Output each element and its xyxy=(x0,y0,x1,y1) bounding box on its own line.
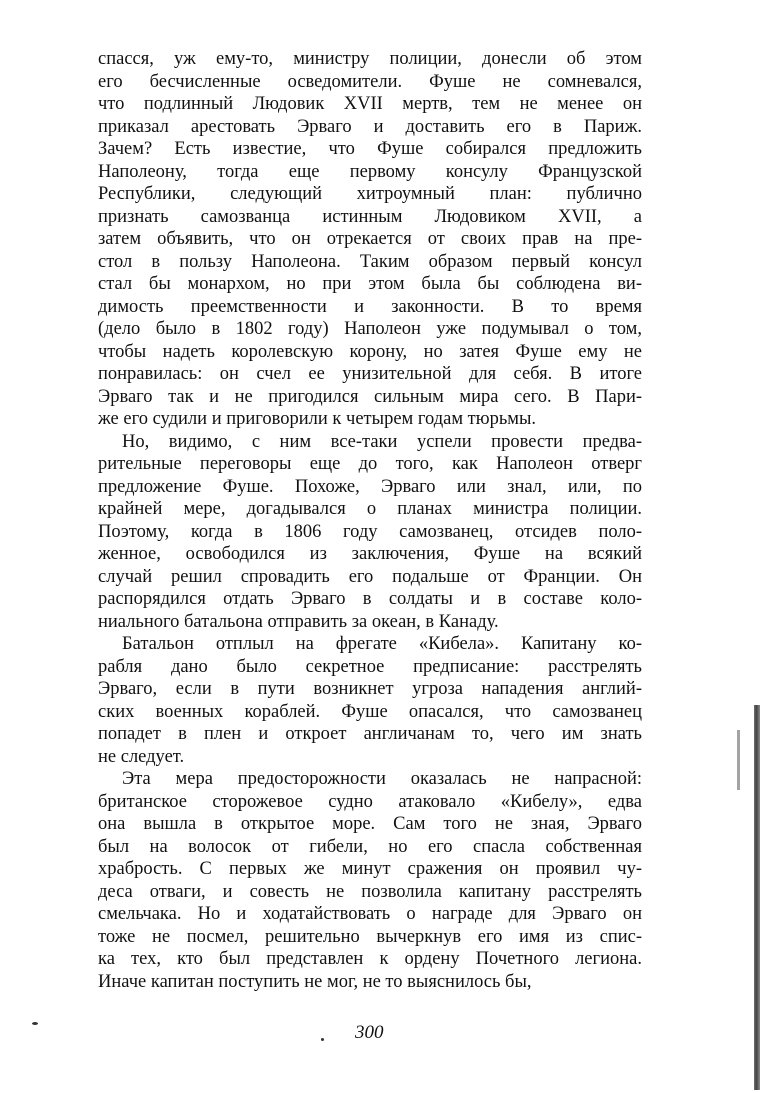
text-line: спасся, уж ему-то, министру полиции, донесли об этом xyxy=(98,49,642,69)
text-line: тоже не посмел, решительно вычеркнув его имя из спис- xyxy=(98,926,642,947)
text-line: случай решил спровадить его подальше от Франции. Он xyxy=(98,566,642,587)
text-line: Республики, следующий хитроумный план: публично xyxy=(98,184,642,204)
text-line: был на волосок от гибели, но его спасла собственная xyxy=(98,836,642,857)
text-line: что подлинный Людовик XVII мертв, тем не менее он xyxy=(98,94,642,114)
text-line: понравилась: он счел ее унизительной для себя. В итоге xyxy=(98,364,642,384)
text-line: ских военных кораблей. Фуше опасался, что самозванец xyxy=(98,701,642,722)
text-line: ка тех, кто был представлен к ордену Почетного легиона. xyxy=(98,949,642,969)
text-line: Эрваго, если в пути возникнет угроза нападения англий- xyxy=(98,679,642,699)
text-line: не следует. xyxy=(98,746,185,767)
text-line: предложение Фуше. Похоже, Эрваго или знал, или, по xyxy=(98,476,642,497)
text-line: распорядился отдать Эрваго в солдаты и в составе коло- xyxy=(98,589,642,609)
text-line: британское сторожевое судно атаковало «Кибелу», едва xyxy=(98,791,642,812)
paragraph xyxy=(98,768,642,993)
scan-speck xyxy=(32,1022,38,1025)
page-body xyxy=(98,48,642,993)
text-line: она вышла в открытое море. Сам того не зная, Эрваго xyxy=(98,814,642,834)
text-line: его бесчисленные осведомители. Фуше не сомневался, xyxy=(98,71,642,92)
text-line: Наполеону, тогда еще первому консулу Французской xyxy=(98,161,642,182)
text-line: деса отваги, и совесть не позволила капитану расстрелять xyxy=(98,881,642,902)
text-line: Эта мера предосторожности оказалась не напрасной: xyxy=(122,769,642,789)
text-line: Батальон отплыл на фрегате «Кибела». Капитану ко- xyxy=(122,634,642,654)
text-line: стол в пользу Наполеона. Таким образом первый консул xyxy=(98,251,642,272)
text-line: (дело было в 1802 году) Наполеон уже подумывал о том, xyxy=(98,319,642,339)
text-line: смельчака. Но и ходатайствовать о награде для Эрваго он xyxy=(98,904,642,924)
text-line: ниального батальона отправить за океан, в Канаду. xyxy=(98,611,499,632)
text-line: храбрость. С первых же минут сражения он проявил чу- xyxy=(98,859,642,879)
text-line: димость преемственности и законности. В то время xyxy=(98,296,642,317)
scan-edge-shadow xyxy=(754,705,760,1090)
text-line: Иначе капитан поступить не мог, не то выяснилось бы, xyxy=(98,971,532,992)
text-line: рительные переговоры еще до того, как Наполеон отверг xyxy=(98,454,642,474)
text-line: признать самозванца истинным Людовиком XVII, а xyxy=(98,206,642,227)
text-line: приказал арестовать Эрваго и доставить его в Париж. xyxy=(98,116,642,137)
text-line: чтобы надеть королевскую корону, но затея Фуше ему не xyxy=(98,341,642,362)
scan-speck xyxy=(321,1038,324,1041)
text-line: же его судили и приговорили к четырем годам тюрьмы. xyxy=(98,409,537,429)
text-line: Поэтому, когда в 1806 году самозванец, отсидев поло- xyxy=(98,521,642,542)
text-line: попадет в плен и откроет англичанам то, чего им знать xyxy=(98,724,642,744)
text-line: Но, видимо, с ним все-таки успели провести предва- xyxy=(122,431,642,452)
paragraph xyxy=(98,48,642,431)
paragraph xyxy=(98,431,642,634)
text-line: рабля дано было секретное предписание: расстрелять xyxy=(98,656,642,677)
text-line: крайней мере, догадывался о планах министра полиции. xyxy=(98,499,642,519)
paragraph xyxy=(98,633,642,768)
page-number: 300 xyxy=(355,1022,384,1043)
text-line: женное, освободился из заключения, Фуше на всякий xyxy=(98,544,642,564)
text-line: стал бы монархом, но при этом была бы соблюдена ви- xyxy=(98,274,642,294)
text-line: Эрваго так и не пригодился сильным мира сего. В Пари- xyxy=(98,386,642,407)
text-line: затем объявить, что он отрекается от своих прав на пре- xyxy=(98,229,642,249)
text-line: Зачем? Есть известие, что Фуше собирался предложить xyxy=(98,139,642,159)
scan-edge-mark xyxy=(737,730,740,790)
